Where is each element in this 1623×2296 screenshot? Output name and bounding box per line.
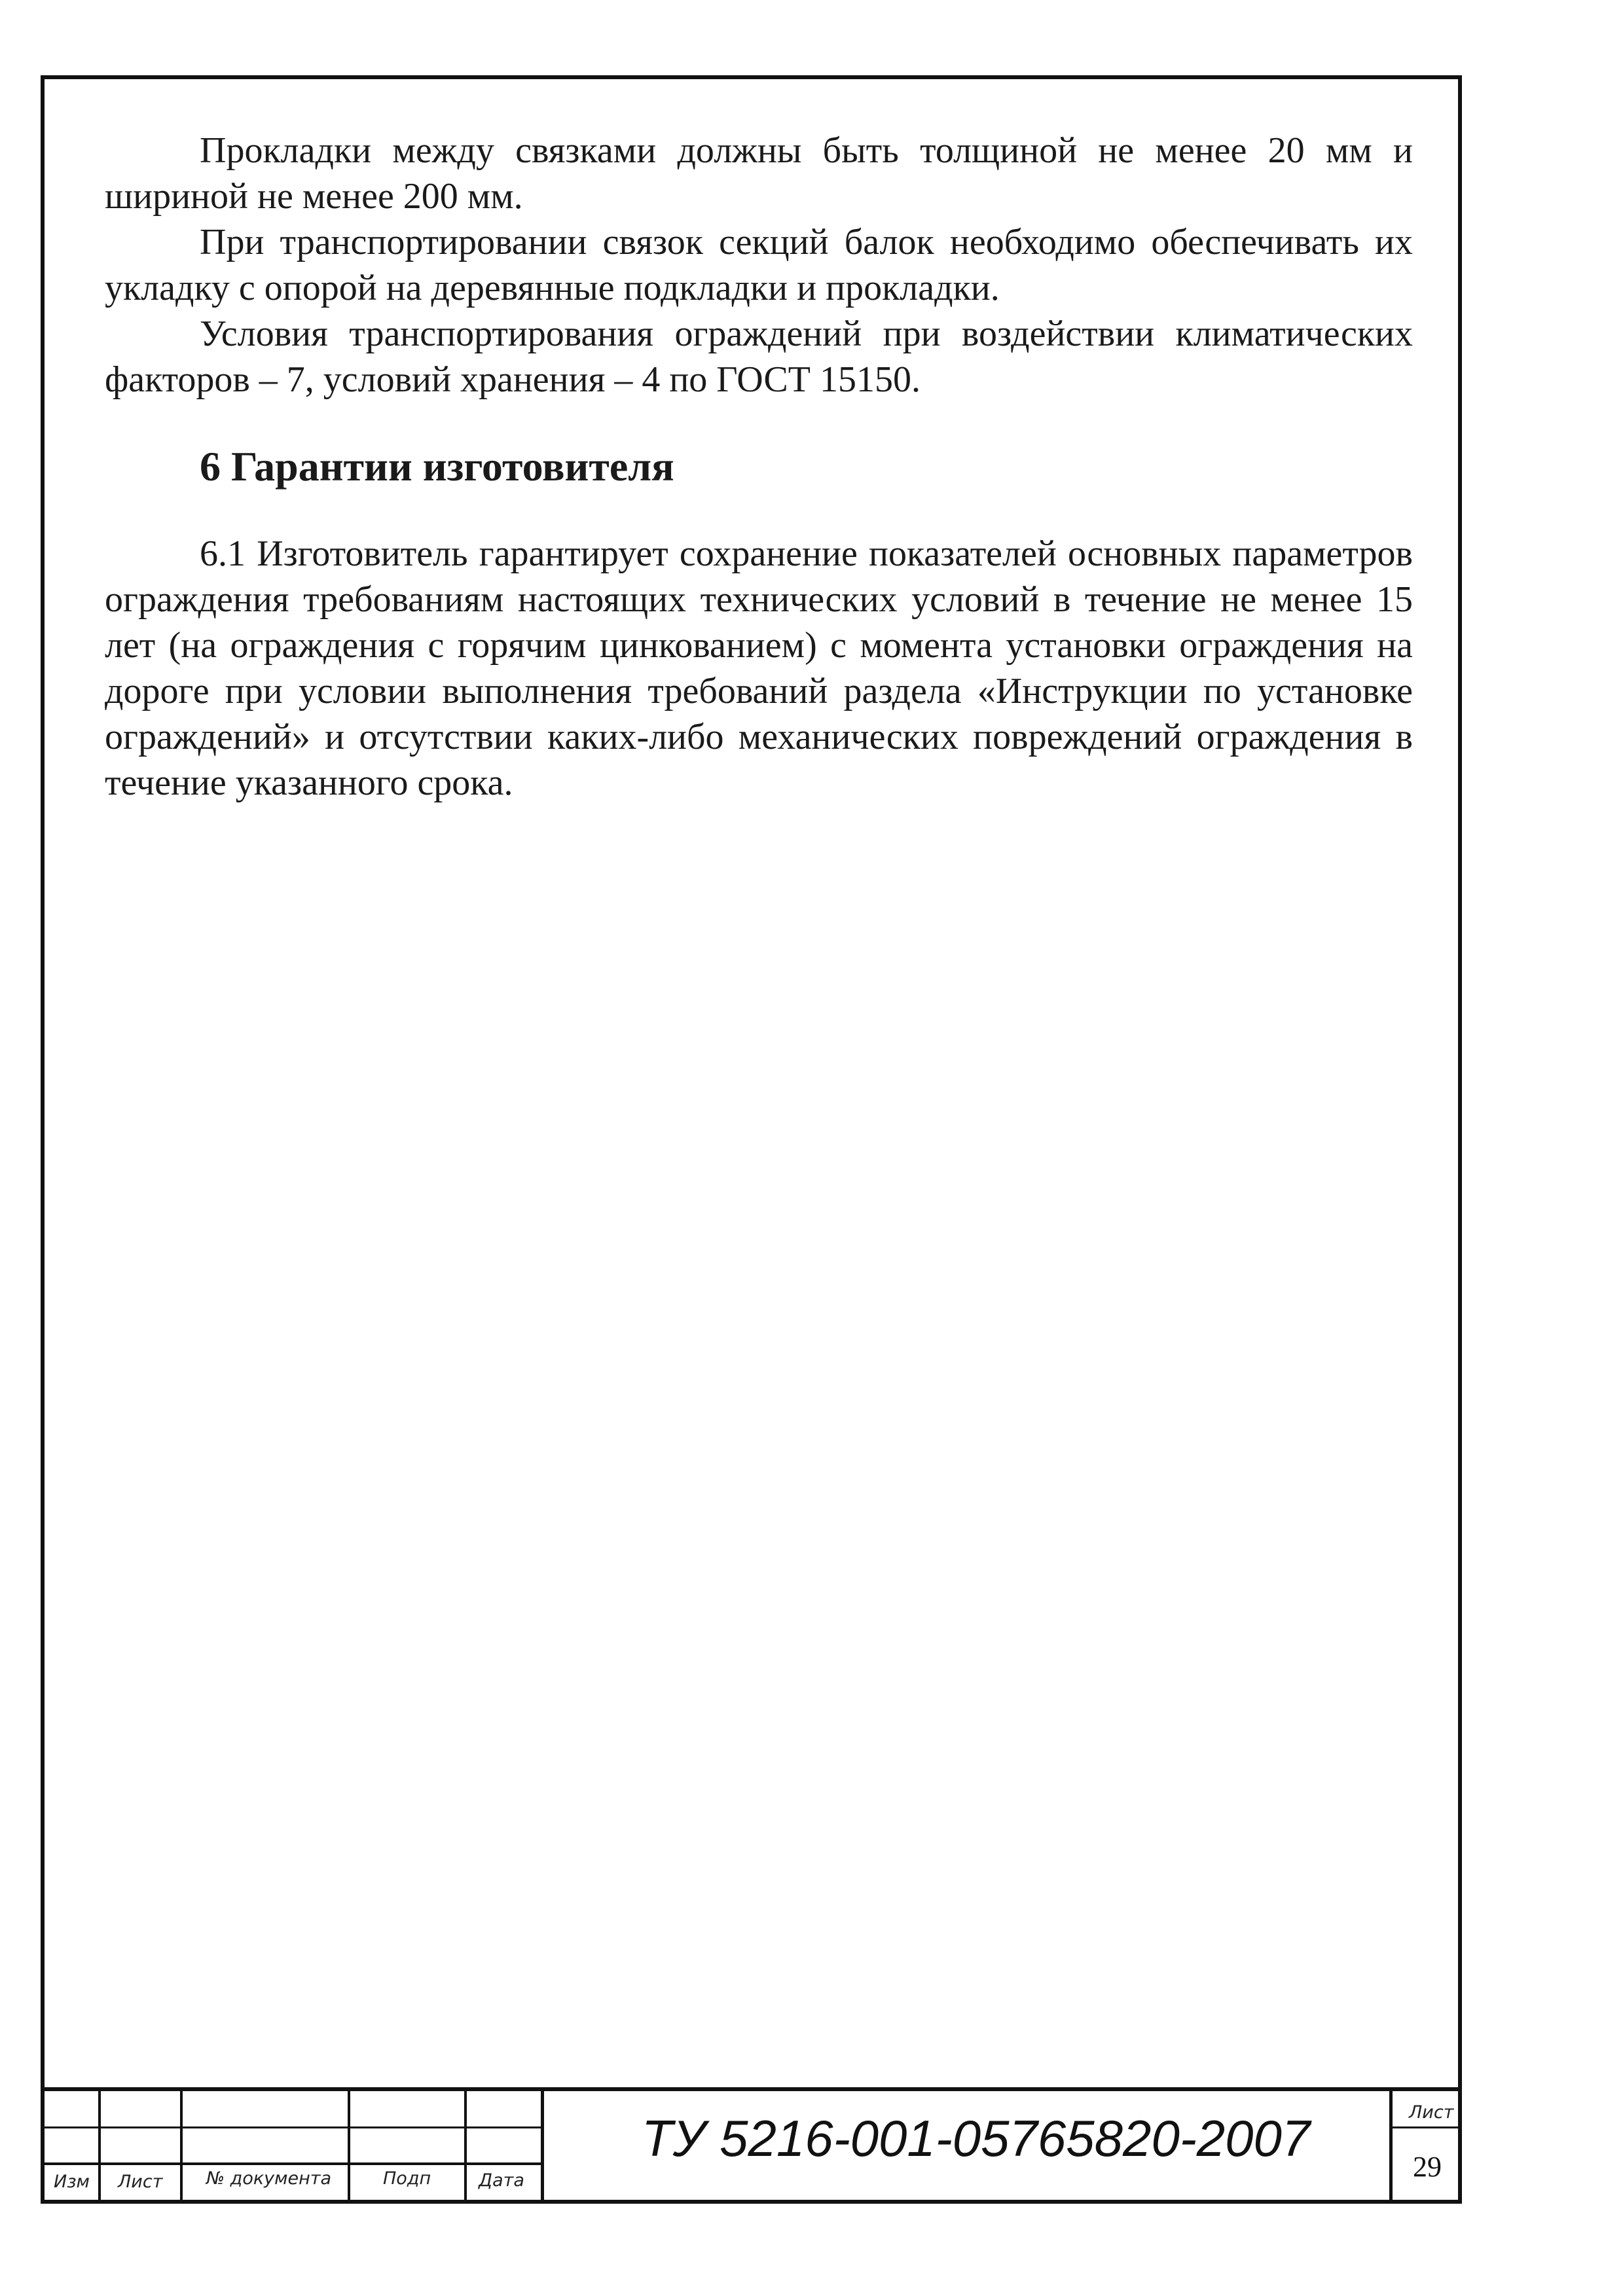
sheet-cell-left-line — [1389, 2087, 1393, 2200]
label-date: Дата — [479, 2170, 524, 2191]
paragraph-spacers: Прокладки между связками должны быть толщиной не менее 20 мм и шириной не менее 200 мм. — [105, 130, 1413, 217]
sheet-cell-divider — [1389, 2126, 1460, 2128]
paragraph-warranty: 6.1 Изготовитель гарантирует сохранение показателей основных параметров ограждения требованиям настоящих технических условий в течение не менее 15 лет (на ограждения с горячим цинкованием) с момента установки ограждения на дороге при условии выполнения требований раздела «Инструкции по установке ограждений» и отсутствии каких-либо механических повреждений ограждения в течение указанного срока. — [105, 533, 1413, 803]
title-block-top-line — [45, 2087, 1460, 2091]
title-block-row-line-1 — [45, 2126, 543, 2128]
document-body — [105, 128, 1413, 806]
label-izm: Изм — [54, 2172, 90, 2192]
title-block-col-line-3 — [348, 2087, 350, 2200]
sheet-label: Лист — [1409, 2102, 1454, 2123]
title-block-row-line-2 — [45, 2162, 543, 2165]
section-heading: 6 Гарантии изготовителя — [200, 443, 674, 490]
title-block-col-line-1 — [98, 2087, 101, 2200]
label-document-number: № документа — [206, 2168, 332, 2189]
title-block-col-line-5 — [541, 2087, 544, 2200]
document-code: ТУ 5216-001-05765820-2007 — [642, 2109, 1311, 2167]
paragraph-transport-stacking: При транспортировании связок секций балок необходимо обеспечивать их укладку с опорой на деревянные подкладки и прокладки. — [105, 222, 1413, 308]
title-block-col-line-2 — [180, 2087, 183, 2200]
title-block-col-line-4 — [464, 2087, 467, 2200]
label-list: Лист — [118, 2172, 163, 2192]
paragraph-transport-conditions: Условия транспортирования ограждений при воздействии климатических факторов – 7, условий хранения – 4 по ГОСТ 15150. — [105, 314, 1413, 400]
label-signature: Подп — [383, 2168, 431, 2189]
sheet-number: 29 — [1413, 2151, 1442, 2183]
